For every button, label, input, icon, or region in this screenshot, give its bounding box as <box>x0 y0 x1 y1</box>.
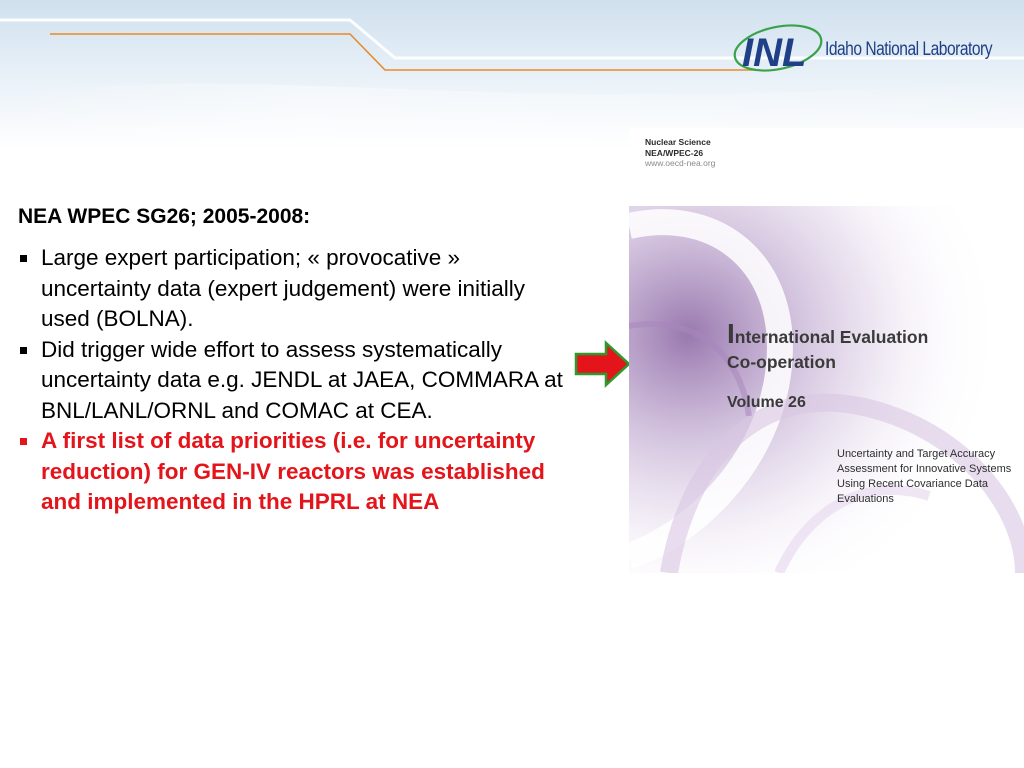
bullet-text: Did trigger wide effort to assess systematically uncertainty data e.g. JENDL at JAEA, COMMARA at BNL/LANL/ORNL and COMAC at CEA. <box>41 336 563 423</box>
bullet-item <box>18 335 568 427</box>
report-cover-image <box>629 128 1024 573</box>
cover-subtitle-line: Uncertainty and Target Accuracy <box>837 448 996 460</box>
inl-logo <box>728 20 992 80</box>
cover-subtitle <box>837 447 1011 507</box>
svg-text:INL: INL <box>742 31 807 75</box>
cover-report-id: NEA/WPEC-26 <box>645 147 704 158</box>
cover-volume: Volume 26 <box>727 394 806 411</box>
cover-title-line1: nternational Evaluation <box>734 327 929 347</box>
square-bullet-icon <box>20 438 27 445</box>
cover-title-line2: Co-operation <box>727 352 836 372</box>
cover-subtitle-line: Using Recent Covariance Data <box>837 478 989 490</box>
cover-header-area <box>629 128 1024 206</box>
bullet-text: A first list of data priorities (i.e. for uncertainty reduction) for GEN-IV reactors was established and implemented in the HPRL at NEA <box>41 428 545 514</box>
cover-subtitle-line: Evaluations <box>837 493 894 505</box>
cover-url: www.oecd-nea.org <box>645 158 716 168</box>
cover-series: Nuclear Science <box>645 137 711 147</box>
right-arrow-icon <box>574 340 632 388</box>
section-heading: NEA WPEC SG26; 2005-2008: <box>18 205 311 228</box>
square-bullet-icon <box>20 255 27 262</box>
cover-title <box>727 318 929 375</box>
square-bullet-icon <box>20 347 27 354</box>
bullet-item <box>18 243 568 335</box>
main-content <box>18 204 568 518</box>
cover-swirl-graphic <box>629 206 1024 573</box>
bullet-list <box>18 243 568 518</box>
bullet-text: Large expert participation; « provocative » uncertainty data (expert judgement) were initially used (BOLNA). <box>41 245 525 331</box>
cover-title-initial: I <box>727 318 735 349</box>
cover-meta <box>645 137 715 169</box>
inl-logo-mark-icon <box>728 20 828 80</box>
bullet-item-highlight <box>18 426 568 518</box>
logo-text: Idaho National Laboratory <box>825 39 992 60</box>
cover-subtitle-line: Assessment for Innovative Systems <box>837 463 1012 475</box>
